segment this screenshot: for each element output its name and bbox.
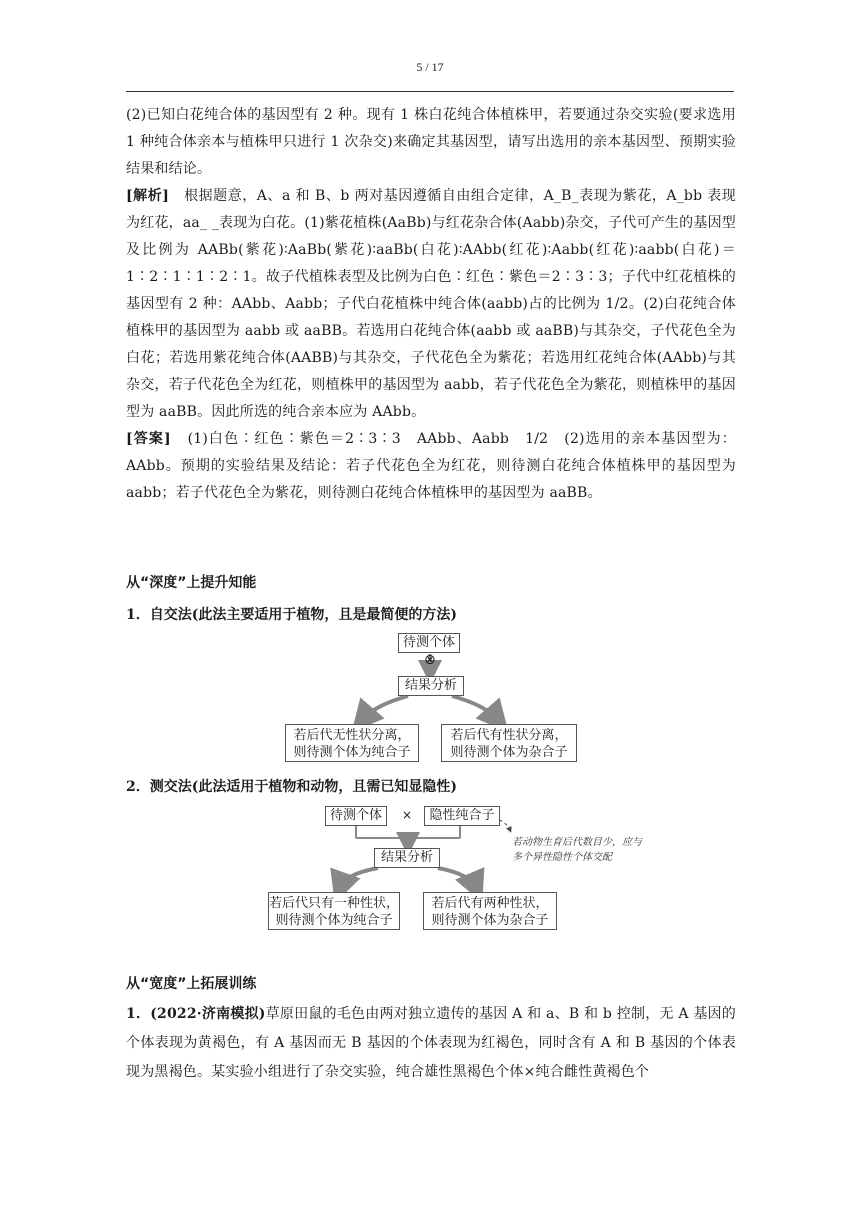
box-left-outcome-2 — [268, 892, 400, 930]
method2-number: 2． — [126, 779, 150, 795]
breadth-q1-paragraph — [126, 1000, 736, 1087]
left-outcome2-line1: 若后代只有一种性状， — [269, 896, 400, 911]
right-outcome-line1: 若后代有性状分离， — [450, 728, 568, 743]
section-depth-heading: 从“深度”上提升知能 — [126, 575, 257, 591]
box-right-outcome-2 — [423, 892, 557, 930]
breadth-question-1 — [126, 1000, 736, 1087]
method1-number: 1． — [126, 607, 150, 623]
q1-number: 1． — [126, 1006, 151, 1022]
answer-text: (1)白色∶红色∶紫色＝2∶3∶3 AAbb、Aabb 1/2 (2)选用的亲本基因型为：AAbb。预期的实验结果及结论：若子代花色全为红花，则待测白花纯合体植株甲的基因型为 aabb；若子代花色全为紫花，则待测白花纯合体植株甲的基因型为 aaBB。 — [126, 431, 736, 501]
left-outcome2-line2: 则待测个体为纯合子 — [275, 913, 393, 928]
arrow-result-to-right2 — [438, 868, 476, 888]
analysis-label: [解析] — [126, 188, 170, 204]
question-text: (2)已知白花纯合体的基因型有 2 种。现有 1 株白花纯合体植株甲，若要通过杂交实验(要求选用 1 种纯合体亲本与植株甲只进行 1 次杂交)来确定其基因型，请写出选用的亲本基因型、预期实验结果和结论。 — [126, 107, 736, 177]
box-result-analysis-2: 结果分析 — [374, 848, 440, 868]
q1-text: 草原田鼠的毛色由两对独立遗传的基因 A 和 a、B 和 b 控制，无 A 基因的个体表现为黄褐色，有 A 基因而无 B 基因的个体表现为红褐色，同时含有 A 和 B 基因的个体表现为黑褐色。某实验小组进行了杂交实验，纯合雄性黑褐色个体×纯合雌性黄褐色个 — [126, 1006, 736, 1080]
method2-note: (此法适用于植物和动物，且需已知显隐性) — [191, 779, 457, 795]
arrow-result-to-left2 — [340, 868, 378, 888]
handwritten-note — [512, 835, 662, 865]
method2-title: 测交法 — [149, 779, 192, 795]
box-test-individual: 待测个体 — [398, 633, 460, 653]
method1-title: 自交法 — [149, 607, 192, 623]
note-line1: 若动物生育后代数目少，应与 — [512, 837, 642, 848]
selfing-symbol: ⊗ — [424, 652, 436, 668]
answer-label: [答案] — [126, 431, 171, 447]
right-outcome2-line2: 则待测个体为杂合子 — [431, 913, 549, 928]
left-outcome-line1: 若后代无性状分离， — [293, 728, 411, 743]
method1-note: (此法主要适用于植物，且是最简便的方法) — [191, 607, 457, 623]
page-number: 5 / 17 — [416, 60, 444, 74]
note-line2: 多个异性隐性个体交配 — [512, 852, 612, 863]
right-outcome-line2: 则待测个体为杂合子 — [450, 745, 568, 760]
right-outcome2-line1: 若后代有两种性状， — [431, 896, 549, 911]
box-test-individual-2: 待测个体 — [325, 806, 387, 826]
section-breadth-heading: 从“宽度”上拓展训练 — [126, 976, 257, 992]
box-recessive-homozygote: 隐性纯合子 — [424, 806, 500, 826]
q1-source: (2022·济南模拟) — [150, 1006, 266, 1022]
box-result-analysis: 结果分析 — [398, 676, 464, 696]
cross-symbol: × — [402, 808, 413, 822]
left-outcome-line2: 则待测个体为纯合子 — [293, 745, 411, 760]
analysis-text: 根据题意，A、a 和 B、b 两对基因遵循自由组合定律，A_B_表现为紫花，A_bb 表现为红花，aa_ _表现为白花。(1)紫花植株(AaBb)与红花杂合体(Aabb)杂交，子代可产生的基因型及比例为 AABb(紫花)∶AaBb(紫花)∶aaBb(白花)∶AAbb(红花)∶Aabb(红花)∶aabb(白花)＝1∶2∶1∶1∶2∶1。故子代植株表型及比例为白色∶红色∶紫色＝2∶3∶3；子代中红花植株的基因型有 2 种：AAbb、Aabb；子代白花植株中纯合体(aabb)占的比例为 1/2。(2)白花纯合体植株甲的基因型为 aabb 或 aaBB。若选用白花纯合体(aabb 或 aaBB)与其杂交，子代花色全为白花；若选用紫花纯合体(AABB)与其杂交，子代花色全为紫花；若选用红花纯合体(AAbb)与其杂交，若子代花色全为红花，则植株甲的基因型为 aabb，若子代花色全为紫花，则植株甲的基因型为 aaBB。因此所选的纯合亲本应为 AAbb。 — [126, 188, 736, 420]
